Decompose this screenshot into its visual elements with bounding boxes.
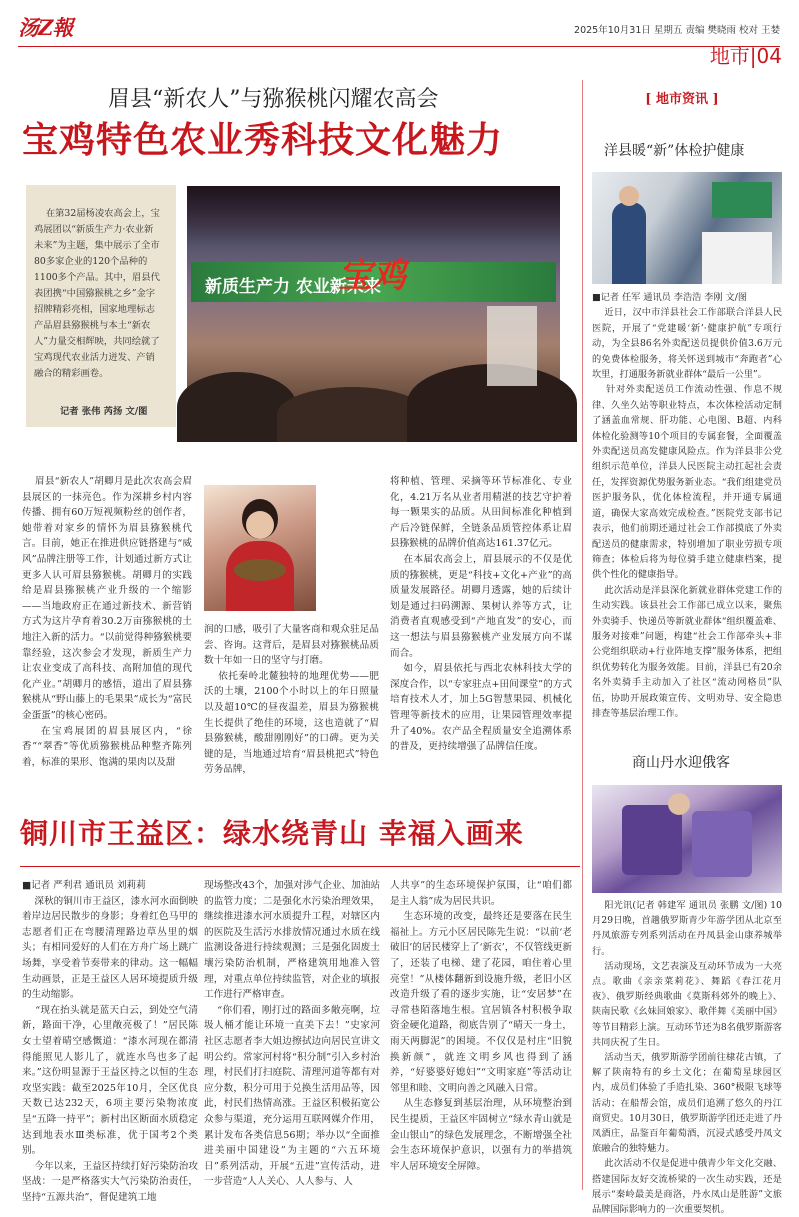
story2-column-3: 人共享”的生态环境保护氛围，让“咱们都是主人翁”成为居民共识。 生态环境的改变，最终还是要落在民生福祉上。方元小区居民陈先生说：“以前‘老破旧’的居民楼穿上了‘新衣’，不仅管线更新了，还装了电梯、建了花园，咱住着心里亮堂！”从楼体翻新到设施升级，老旧小区改造升级了看的逐步实施，让“安居梦”在寻常巷陌落地生根。宜居镇各村积极争取资金硬化道路，彻底告别了“晴天一身土，雨天两脚泥”的困境。不仅仅是村庄“旧貌换新颜”，就连文明乡风也得到了涵养，“好婆婆好媳妇”“文明家庭”等活动让邻里和睦、文明向善之风融入日常。 从生态修复到基层治理，从环境整治到民生提质，王益区牢固树立“绿水青山就是金山银山”的绿色发展理念，不断增强全社会生态环境保护意识，以强有力的举措筑牢人居环境安全屏障。 (390, 880, 573, 1172)
column-divider (582, 80, 583, 1190)
section-tag (640, 88, 724, 108)
newspaper-logo: 汤Z報 (18, 15, 73, 40)
lead-column-2: 润的口感，吸引了大量客商和观众驻足品尝、咨询。这背后，是眉县对猕猴桃品质数十年如一日的坚守与打磨。 依托秦岭北麓独特的地理优势——肥沃的土壤，2100个小时以上的年日照量以及超10℃的昼夜温差，眉县为猕猴桃生长提供了绝佳的环境，这也造就了“眉县猕猴桃，酸甜刚刚好”的口碑。更为关键的是，当地通过培育“眉县桃把式”特色劳务品牌， (204, 624, 379, 776)
tag-label: 地市资讯 (655, 92, 708, 107)
intro-credit: 记者 张伟 芮扬 文/图 (60, 406, 148, 417)
expo-banner-logo: 宝鸡 (338, 256, 406, 296)
farmer-kiwi-photo (204, 485, 316, 611)
masthead-rule (18, 46, 780, 47)
story2-column-1: ■记者 严利君 通讯员 刘莉莉 深秋的铜川市王益区，漆水河水面倒映着岸边居民散步的身影；身着红色马甲的志愿者们正在弯腰清理路边草丛里的烟头；有相同爱好的人们在方舟广场上跳广场舞，享受着节奏带来的律动。这一幅幅生动画景，正是王益区人居环境提质升级的生动缩影。 “现在抬头就是蓝天白云，到处空气清新，路面干净，心里敞亮极了！”居民陈女士望着晴空感慨道：“漆水河现在都清得能照见人影儿了，就连水鸟也多了起来。”这份明显源于王益区持之以恒的生态攻坚实践：截至2025年10月，全区优良天数已达232天，6项主要污染物浓度呈“五降一持平”；新村出区断面水质稳定达到地表水Ⅲ类标准，优于国考2个类别。 今年以来，王益区持续打好污染防治攻坚战：一是严格落实大气污染防治责任，坚持“五源共治”，督促建筑工地 (22, 880, 198, 1203)
lead-column-3: 将种植、管理、采摘等环节标准化、专业化，4.21万名从业者用精湛的技艺守护着每一颗果实的品质。从田间标准化种植到产后冷链保鲜，全链条品质管控体系让眉县猕猴桃的品牌价值高达161.37亿元。 在本届农高会上，眉县展示的不仅是优质的猕猴桃，更是“科技+文化+产业”的高质量发展路径。胡卿月透露，她的后续计划是通过扫码溯源、果树认养等方式，让消费者直观感受到“产地直发”的安心，而这一想法与眉县猕猴桃产业发展方向不谋而合。 如今，眉县依托与西北农林科技大学的深度合作，以“专家驻点+田间课堂”的方式培育技术人才，加上5G智慧果园、机械化管理等新技术的应用，让果园管理效率提升了40%。农产品全程质量安全追溯体系的普及，更持续增强了品牌信任度。 (390, 476, 573, 753)
expo-banner-text: 新质生产力 农业新未来 (205, 277, 381, 297)
story2-column-2: 现场整改43个，加强对涉气企业、加油站的监管力度；二是强化水污染治理效果，继续推进漆水河水质提升工程，对辖区内的医院及生活污水排放情况通过水质在线监测设备进行持续观测；三是强化固废土壤污染防治机制，严格建筑用地准入管理，对重点单位持续监管，对企业的填报工作进行严格审查。 “你们看，刚打过的路面多敞亮啊，垃圾人桶才能让环境一直美下去！”史家河社区志愿者李大姐边擦拭边向居民宣讲文明公约。常家河村将“积分制”引入乡村治理，村民们打扫庭院、清理河道等都有对应分数，积分可用于兑换生活用品等，因此，村民们热情高涨。王益区积极拓宽公众参与渠道，充分运用互联网媒介作用，累计发布各类信息56期；举办以“全面推进美丽中国建设”为主题的“六五环境日”系列活动，开展“五进”宣传活动，进一步营造“人人关心、人人参与、人 (204, 880, 380, 1188)
story2-headline: 铜川市王益区：绿水绕青山 幸福入画来 (20, 817, 524, 850)
tag-bracket-left: [ (645, 92, 656, 107)
lead-headline: 宝鸡特色农业秀科技文化魅力 (22, 120, 504, 161)
health-check-photo (592, 172, 782, 284)
lead-subtitle: 眉县“新农人”与猕猴桃闪耀农高会 (108, 87, 439, 112)
brief1-headline: 洋县暖“新”体检护健康 (604, 143, 745, 159)
lead-column-1: 眉县“新农人”胡卿月是此次农高会眉县展区的一抹亮色。作为深耕乡村内容传播、拥有60万短视频粉丝的创作者，她带着对家乡的情怀为眉县猕猴桃代言。目前，她正在推进供应链搭建与“威风”品牌注册等工作，计划通过新方式让更多人认可眉县猕猴桃。胡卿月的实践给是眉县猕猴桃产业升级的一个缩影——当地政府正在通过新技术、新营销方式为这片孕育着30.2万亩猕猴桃的土地注入新的活力。“以前觉得种猕猴桃要靠经验，这次参会才发现，新质生产力让农业变成了高科技、高附加值的现代化产业。”胡卿月的感悟，道出了眉县猕猴桃从“野山藤上的毛果果”成长为“富民金蛋蛋”的核心密码。 在宝鸡展团的眉县展区内，“徐香”“翠香”等优质猕猴桃品种整齐陈列着，标准的果形、饱满的果肉以及甜 (22, 476, 192, 768)
tie-dye-photo (592, 785, 782, 893)
brief2-body: 阳光讯(记者 韩建军 通讯员 张鹏 文/图) 10月29日晚，首趟俄罗斯青少年游学团从北京至丹凤旅游专列系列活动在丹凤县金山康养城举行。 活动现场，文艺表演及互动环节成为一大亮点。歌曲《亲亲菜莉花》、舞蹈《春江花月夜》、俄罗斯经典歌曲《莫斯科郊外的晚上》、陕南民歌《幺妹回娘家》、歌伴舞《美丽中国》等节目精彩上演。互动环节还为8名俄罗斯游客共同庆祝了生日。 活动当天，俄罗斯游学团前往棣花古镇，了解了陕南特有的乡土文化；在葡萄星球园区内，成员们体验了手造扎染、360°极限飞球等活动；在船帮会馆，成员们追溯了悠久的丹江商贸史。10月30日，俄罗斯游学团还走进了丹凤酒庄，品鉴百年葡萄酒，沉浸式感受丹凤文旅融合的独特魅力。 此次活动不仅是促进中俄青少年文化交融、搭建国际友好交流桥梁的一次生动实践，还是展示“秦岭最美是商洛，丹水凤山是胜游”文旅品牌国际影响力的一次重要契机。 (592, 900, 783, 1216)
expo-hall-photo (187, 186, 560, 442)
tag-bracket-right: ] (708, 92, 719, 107)
section-name: 地市|04 (709, 44, 782, 68)
intro-text: 在第32届杨凌农高会上，宝鸡展团以“新质生产力·农业新未来”为主题，集中展示了全市80多家企业的120个品种的1100多个产品。其中，眉县代表团携“中国猕猴桃之乡”金字招牌精彩亮相，国家地理标志产品眉县猕猴桃与本土“新农人”力量交相辉映，共同绘就了宝鸡现代农业活力迸发、产销融合的精彩画卷。 (34, 208, 160, 379)
story2-rule (20, 866, 580, 867)
date-line: 2025年10月31日 星期五 责编 樊晓雨 校对 王婪 (574, 25, 780, 36)
brief1-body: ■记者 任军 通讯员 李浩浩 李刚 文/图 近日，汉中市洋县社会工作部联合洋县人民医院，开展了“党建暖‘新’·健康护航”专项行动，为全县86名外卖配送员提供价值3.6万元的免费体检服务，将关怀送到城市“奔跑者”心坎里，打通服务新就业群体“最后一公里”。 针对外卖配送员工作流动性强、作息不规律、久坐久站等职业特点，本次体检活动定制了涵盖血常规、肝功能、心电图、B超、内科体检化验测等10个项目的专属套餐，全面覆盖外卖配送员高发健康风险点。作为洋县非公党组织示范单位，洋县人民医院主动扛起社会责任，发挥资源优势服务新业态。“我们组建党员医护服务队，优化体检流程，并开通专属通道，确保大家高效完成检查。”医院党支部书记表示，他们前期还通过社会工作部摸底了外卖配送员的健康需求，特别增加了职业劳损专项筛查；体检后将为每位骑手建立健康档案，提供个性化的健康指导。 此次活动是洋县深化新就业群体党建工作的生动实践。该县社会工作部已成立以来，聚焦外卖骑手、快递员等新就业群体“组织覆盖难、服务对接难”问题，构建“社会工作部牵头+非公党组织联动+行业阵地支撑”服务体系，把组织优势转化为服务效能。目前，洋县已有20余名外卖骑手主动加入了社区“流动网格员”队伍，协助开展政策宣传、文明劝导、安全隐患排查等基层治理工作。 (592, 292, 783, 719)
brief2-headline: 商山丹水迎俄客 (632, 755, 730, 771)
